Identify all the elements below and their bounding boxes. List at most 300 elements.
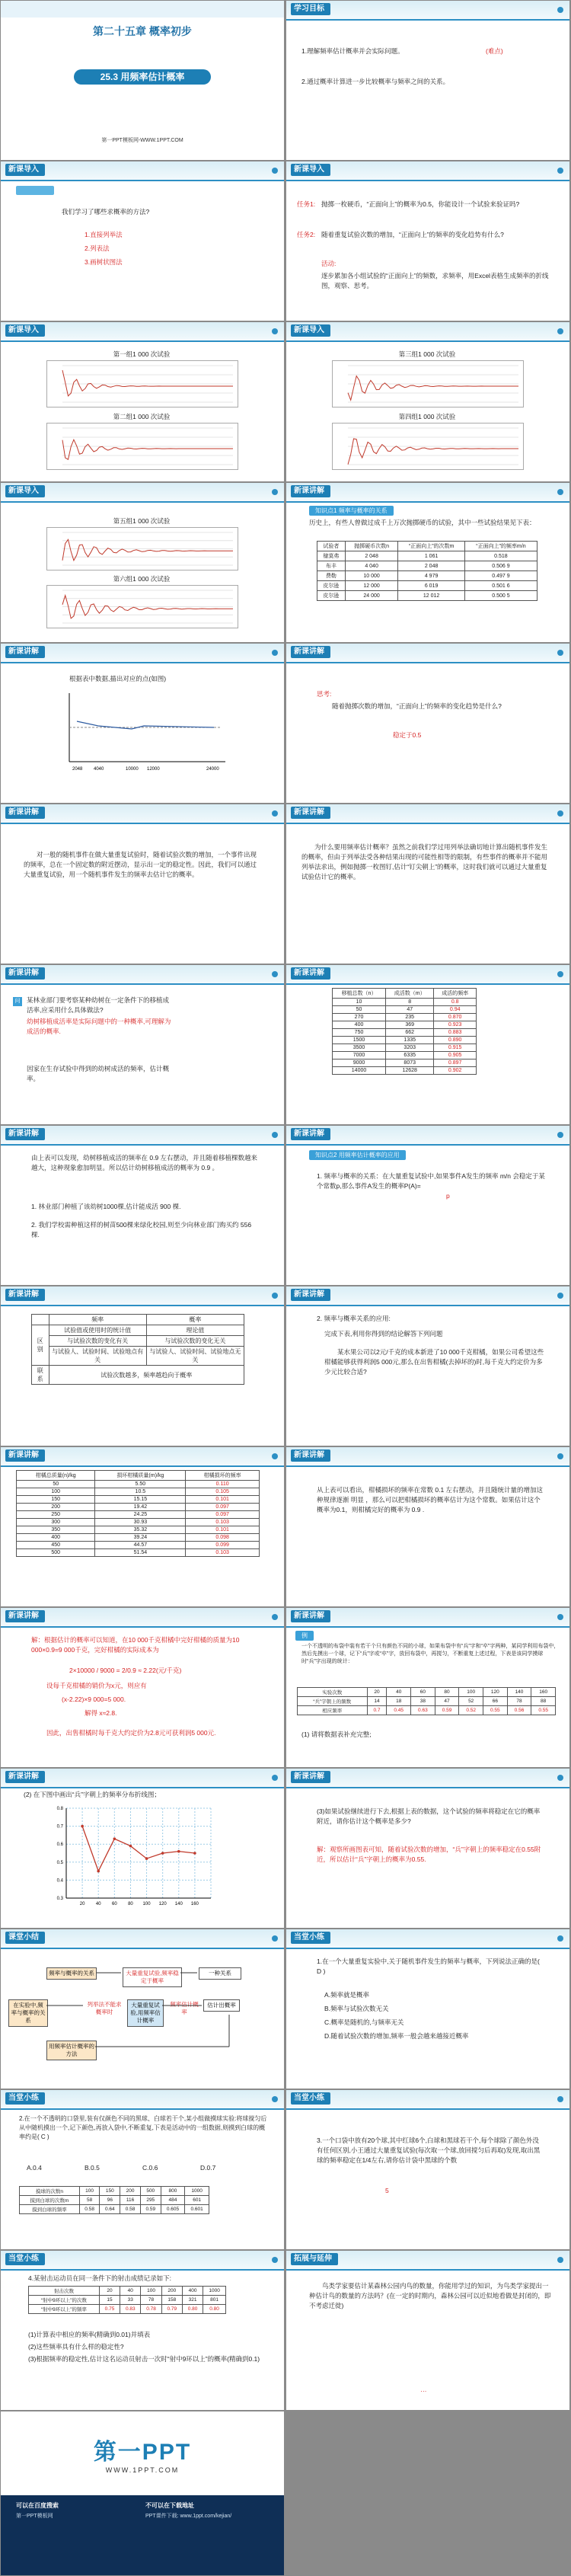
summary-box: 一种关系 [199,1967,241,1980]
slide-tree-table [286,965,569,1124]
cell: 1000 [185,2187,209,2196]
cell: 0.101 [186,1526,260,1534]
relation-text: 1. 频率与概率的关系：在大量重复试验中,如果事件A发生的频率 m/n 会稳定于某个常数p,那么事件A发生的概率P(A)= [317,1172,545,1190]
cell: 0.105 [186,1488,260,1496]
header-title: 新课导入 [5,324,45,337]
summary-box: 在实验中,频率与概率的关系 [8,1999,48,2027]
cell: 0.501 6 [464,581,537,591]
cell: 0.506 9 [464,561,537,571]
table-row [333,999,477,1006]
header-title: 学习目标 [291,3,330,15]
slide-header [286,2251,569,2271]
slide-header [286,1608,569,1628]
header-title: 当堂小练 [291,2092,330,2105]
orange-problem: 某水果公司以2元/千克的成本新进了10 000千克柑橘，如果公司希望这些柑橘能够获得利润5 000元,那么在出售柑橘(去掉坏的)时,每千克大约定价为多少元比较合适? [324,1348,544,1376]
goal-1-tag: (难点) [486,47,503,55]
activity: 逐步累加各小组试验的“正面向上”的频数，求频率，用Excel表格生成频率的折线图，观察、思考。 [321,272,549,289]
x-tick-label: 100 [142,1902,151,1906]
col-header: 频率 [49,1315,146,1325]
method-1: 1.直接列举法 [85,231,123,238]
header-dot [272,1453,278,1459]
table-row [333,1044,477,1052]
table-row [333,1006,477,1014]
cell: 78 [141,2296,161,2305]
knowledge-number: 知识点2 [315,1152,337,1159]
brand-url[interactable]: WWW.1PPT.COM [105,2466,180,2474]
solution-formula: 2×10000 / 9000 = 2/0.9 ≈ 2.22(元/千克) [69,1667,182,1674]
slide-header [1,2090,284,2110]
header-title: 新课讲解 [5,1128,45,1140]
cell: 0.103 [186,1519,260,1526]
cell: 78 [507,1697,531,1706]
why-estimate: 为什么要用频率估计概率？虽然之前我们学过用列举法确切地计算出随机事件发生的概率，但由于列举法受各种结果出现的可能性相等的限制，有些事件的概率并不能用列举法求出，例如抛掷一枚图钉,估计“钉尖朝上”的概率，这时我们就可以通过大量重复试验估计它的概率。 [301,843,548,881]
summary-box: 列举法不能求概率时 [87,2001,122,2015]
cell: 14 [367,1697,387,1706]
table-row [32,1366,244,1385]
table-row [17,1481,260,1488]
col-header: 移植总数（n） [333,989,386,999]
cell: 24 000 [345,591,398,601]
intro-question: 我们学习了哪些求概率的方法? [62,208,150,216]
slide-practice-3 [286,2090,569,2249]
method-2: 2.列表法 [85,244,110,252]
cell: 10.5 [95,1488,186,1496]
cell: 0.110 [186,1481,260,1488]
cell: 96 [100,2196,120,2205]
slide-header [286,1769,569,1788]
cell: 200 [120,2187,141,2196]
table-row [17,1549,260,1557]
practice-2-option-b[interactable]: B.0.5 [85,2164,100,2172]
cell: 2 048 [345,551,398,561]
slide-solution [1,1608,284,1767]
cell: 0.79 [161,2305,182,2314]
table-row [17,1488,260,1496]
practice-1-option-a[interactable]: A.频率就是概率 [324,1991,370,1999]
cell: 9000 [333,1059,386,1067]
cell: 理论值 [146,1325,244,1336]
cell: 0.8 [434,999,477,1006]
col-header: 损坏柑橘质量(m)/kg [95,1471,186,1481]
cell: 44.57 [95,1542,186,1549]
cell: 0.78 [141,2305,161,2314]
header-dot [557,1293,563,1299]
header-dot [557,810,563,817]
footer-col-2-title: 不可以在下载地址 [145,2502,194,2509]
slide-header [1,965,284,985]
slide-history [286,483,569,642]
table-row [17,1504,260,1511]
table-row [29,2296,226,2305]
chart-title-g1: 第一组1 000 次试验 [113,350,171,358]
slide-header [286,1,569,21]
cell: 35.32 [95,1526,186,1534]
x-tick: 4040 [94,767,104,772]
header-dot [557,1132,563,1138]
cell: 2 048 [398,561,464,571]
data-point [113,1837,116,1840]
knowledge-title: 频率与概率的关系 [338,507,388,514]
footer-col-1-sub[interactable]: 第一PPT模板网 [16,2514,53,2519]
cell: 200 [17,1504,95,1511]
cell: 15.15 [95,1496,186,1504]
cell: 450 [17,1542,95,1549]
chart-title-g5: 第五组1 000 次试验 [113,517,171,525]
coin-plot [62,689,229,773]
task-2-label: 任务2: [297,231,316,238]
cell: 0.103 [186,1549,260,1557]
table-row [333,1059,477,1067]
table-row [32,1347,244,1366]
cell: 295 [140,2196,161,2205]
cell: 100 [79,2187,100,2196]
table-row [17,1534,260,1542]
x-tick-label: 40 [95,1902,101,1906]
summary-box: 频率估计概率 [170,2001,199,2015]
summary-box: 频率与概率的关系 [46,1967,97,1980]
header-dot [557,489,563,495]
think-question: 随着抛掷次数的增加，“正面向上”的频率的变化趋势是什么? [332,702,502,710]
orange-analysis: 从上表可以看出，柑橘损坏的频率在常数 0.1 左右摆动，并且随统计量的增加这种规律逐渐 明显 ，那么可以把柑橘损坏的概率估计为这个常数。如果估计这个概率为0.1，则柑橘完好的概率为 0.9 . [317,1486,544,1513]
header-title: 新课讲解 [5,1289,45,1301]
header-title: 新课讲解 [291,1449,330,1462]
footer-panel [1,2495,284,2575]
slide-intro-2 [286,161,569,321]
x-tick-label: 60 [111,1902,117,1906]
col-header: 柑橘损坏的频率 [186,1471,260,1481]
data-point [129,1845,132,1848]
cover-section: 25.3 用频率估计概率 [74,69,211,85]
task-2: 随着重复试验次数的增加，“正面向上”的频率的变化趋势有什么? [321,231,504,238]
slide-charts-5-6 [1,483,284,642]
cell: 摸到白球的次数m [20,2196,80,2205]
cell: 与试验次数的变化有关 [49,1336,146,1347]
cell: 联系 [32,1366,49,1385]
table-row [317,591,538,601]
slide-header [286,965,569,985]
y-tick-label: 0.6 [56,1843,63,1848]
slide-goals [286,1,569,160]
practice-3-answer: 5 [385,2187,389,2194]
chart-g4 [332,423,524,470]
cell: 150 [100,2187,120,2196]
x-tick: 24000 [206,767,219,772]
cell: 3203 [386,1044,434,1052]
cell: 布丰 [317,561,346,571]
cell: 10 000 [345,571,398,581]
cell: 50 [333,1006,386,1014]
cell: 20 [99,2287,120,2296]
cell: 0.59 [140,2205,161,2214]
col-header: “正面向上”的次数m [398,542,464,551]
col-header: 概率 [146,1315,244,1325]
tree-table [332,988,477,1075]
summary-box: 大量重复试验,用频率估计概率 [127,1999,164,2027]
cover-site: 第一PPT模板网-WWW.1PPT.COM [101,138,183,143]
cell: 0.890 [434,1037,477,1044]
x-tick: 10000 [126,767,139,772]
history-lead: 历史上，有些人曾做过成千上万次抛掷硬币的试验，其中一些试验结果见下表： [309,519,536,526]
cell: “射中9环以上”的次数 [29,2296,100,2305]
cell: 1500 [333,1037,386,1044]
task-1: 抛掷一枚硬币，“正面向上”的概率为0.5，你能设计一个试验来验证吗? [321,200,520,208]
slide-header [1,644,284,663]
solution-conclusion: 因此，出售柑橘时每千克大约定价为2.8元可获利润5 000元. [46,1729,216,1737]
slide-charts-1-2 [1,322,284,481]
x-tick: 12000 [147,767,160,772]
cell: 0.605 [161,2205,185,2214]
practice-1-option-c[interactable]: C.概率是随机的,与频率无关 [324,2018,404,2026]
cell: 0.500 5 [464,591,537,601]
header-dot [557,1453,563,1459]
goal-2: 2.通过概率计算进一步比较概率与频率之间的关系。 [301,78,450,85]
header-title: 新课讲解 [5,1449,45,1462]
header-dot [557,328,563,334]
cell: 500 [17,1549,95,1557]
table-row [17,1526,260,1534]
cell: 4 979 [398,571,464,581]
knowledge-tag [309,506,394,516]
table-row [298,1688,556,1697]
table-row [333,1029,477,1037]
cell: 0.58 [79,2205,100,2214]
summary-arrows [1,1929,284,2089]
application-title: 2. 频率与概率关系的应用: [317,1315,391,1322]
cell: 0.097 [186,1511,260,1519]
tree-hint: 幼树移植成活率是实际问题中的一种概率,可理解为成活的概率. [27,1018,171,1035]
header-title: 新课讲解 [291,1610,330,1622]
knowledge-number: 知识点1 [315,507,337,514]
slide-header [286,1447,569,1467]
table-row [17,1519,260,1526]
cell: 0.55 [483,1706,508,1715]
cell: 8 [386,999,434,1006]
practice-1-option-b[interactable]: B.频率与试验次数无关 [324,2005,389,2012]
header-dot [557,1614,563,1620]
header-title: 新课讲解 [5,967,45,980]
cell: 0.883 [434,1029,477,1037]
cell: 750 [333,1029,386,1037]
cell: 601 [185,2196,209,2205]
cell: 140 [507,1688,531,1697]
slide-header [1,322,284,342]
chart-title-g2: 第二组1 000 次试验 [113,413,171,420]
extend-text: 鸟类学家要估计某森林公园内鸟的数量，你能用学过的知识，为鸟类学家提出一种估计鸟的数量的方法吗？(在一定的时期内，森林公园可以近似地看做是封闭的，即不考虑迁徙) [309,2282,551,2309]
cell: 300 [17,1519,95,1526]
x-tick: 2048 [72,767,83,772]
y-tick-label: 0.7 [56,1824,63,1830]
practice-1-question: 1.在一个大量重复实验中,关于随机事件发生的频率与概率，下列说法正确的是( D ) [317,1958,540,1975]
practice-2-option-d[interactable]: D.0.7 [200,2164,216,2172]
header-title: 新课讲解 [5,1610,45,1622]
table-row [17,1511,260,1519]
knowledge-tag [309,1150,406,1160]
cell: 10 [333,999,386,1006]
cell: 47 [386,1006,434,1014]
cell: 0.601 [185,2205,209,2214]
cell: 350 [17,1526,95,1534]
cell: 100 [141,2287,161,2296]
practice-2-option-c[interactable]: C.0.6 [142,2164,158,2172]
cell: 33 [120,2296,141,2305]
cell: 50 [17,1481,95,1488]
cell: 试验次数越多，频率越趋向于概率 [49,1366,244,1385]
data-point [161,1852,164,1855]
cell: 0.55 [531,1706,556,1715]
cell: 116 [120,2196,141,2205]
cell: 47 [435,1697,459,1706]
cell: 0.097 [186,1504,260,1511]
practice-1-option-d[interactable]: D.随着试验次数的增加,频率一般会越来越接近概率 [324,2032,469,2040]
series-line [82,1827,195,1871]
cell: 与试验人、试验时间、试验地点有关 [49,1347,146,1366]
slide-relation [286,1126,569,1285]
example-table [297,1687,556,1715]
table-row [333,1021,477,1029]
slide-header [1,1769,284,1788]
slide-header [1,1608,284,1628]
cell: 484 [161,2196,185,2205]
think-answer: 稳定于0.5 [393,731,422,739]
header-dot [272,328,278,334]
col-header: “正面向上”的频率m/n [464,542,537,551]
cell: 39.24 [95,1534,186,1542]
slide-header [286,804,569,824]
slide-practice-4 [1,2251,284,2410]
goal-1: 1.理解频率估计概率并会实际问题。 [301,47,404,55]
table-row [317,551,538,561]
cell: 400 [333,1021,386,1029]
frequency-definition: 对一般的随机事件在做大量重复试验时，随着试验次数的增加，一个事件出现的频率，总在一个固定数的附近摆动，显示出一定的稳定性。因此，我们可以通过大量重复试验，用一个随机事件发生的频率去估计它的概率。 [24,851,257,878]
cell: 200 [161,2287,182,2296]
cell: 0.64 [100,2205,120,2214]
plot-caption: 根据表中数据,描出对应的点(如图) [69,675,167,682]
cell: 皮尔逊 [317,591,346,601]
cell: 0.099 [186,1542,260,1549]
slide-lecture-think [286,644,569,803]
header-title: 新课讲解 [291,967,330,980]
cell: 与试验人、试验时间、试验地点无关 [146,1347,244,1366]
cell: 250 [17,1511,95,1519]
summary-box: 用频率估计概率的方法 [46,2041,97,2060]
slide-orange-table [1,1447,284,1606]
header-dot [272,168,278,174]
graph-answer: 解：观察所画图表可知，随着试验次数的增加，“兵”字朝上的频率稳定在0.55附近，所以估计“兵”字朝上的概率为0.55. [317,1846,541,1863]
table-row [298,1697,556,1706]
cell: 0.83 [120,2305,141,2314]
history-table [317,541,538,601]
cell: 500 [140,2187,161,2196]
x-tick-label: 20 [79,1902,85,1906]
cell: 0.7 [367,1706,387,1715]
table-row [32,1325,244,1336]
cell: 1000 [203,2287,226,2296]
slide-header [1,483,284,503]
slide-example [286,1608,569,1767]
example-tag: 例 [295,1631,314,1641]
header-title: 新课讲解 [291,646,330,658]
relation-answer: p [446,1192,450,1200]
practice-2-option-a[interactable]: A.0.4 [27,2164,42,2172]
header-dot [272,2096,278,2102]
slide-charts-3-4 [286,322,569,481]
brand-logo: 第一PPT [93,2440,192,2465]
header-dot [272,650,278,656]
method-3: 3.画树状图法 [85,258,123,266]
header-dot [557,168,563,174]
tree-conclusion: 因家在生存试验中得到的幼树成活的频率，估计概率。 [27,1065,170,1082]
footer-col-2-sub[interactable]: PPT课件下载: www.1ppt.com/kejian/ [145,2514,232,2519]
cell: 0.80 [182,2305,203,2314]
col-header: 成活数（m） [386,989,434,999]
col-header: 抛掷硬币次数n [345,542,398,551]
cell: 0.897 [434,1059,477,1067]
cell: 20 [367,1688,387,1697]
frequency-trend-line [348,439,518,465]
cell: 369 [386,1021,434,1029]
cell: 30.93 [95,1519,186,1526]
cell: 8073 [386,1059,434,1067]
table-row [333,1067,477,1075]
frequency-line-chart [46,1802,222,1916]
y-tick-label: 0.5 [56,1860,63,1865]
slide-practice-2 [1,2090,284,2249]
cell: 38 [411,1697,435,1706]
data-point [193,1852,196,1855]
summary-box: 估计出概率 [203,1999,240,2012]
header-dot [557,2257,563,2263]
think-label: 思考: [317,690,332,698]
header-title: 新课讲解 [291,485,330,497]
col-header: 柑橘总质量(n)/kg [17,1471,95,1481]
slide-header [286,1286,569,1306]
cell: 66 [483,1697,508,1706]
col-header [32,1315,49,1325]
tree-estimate-text: 由上表可以发现，幼树移植成活的频率在 0.9 左右摆动，并且随着移植棵数越来越大，这种现象愈加明显。所以估计幼树移植成活的概率为 0.9 。 [31,1154,258,1171]
compare-table [31,1314,244,1385]
slide-header [1,1286,284,1306]
header-dot [272,1293,278,1299]
cell: 0.518 [464,551,537,561]
cell: 0.63 [411,1706,435,1715]
slide-header [1,1447,284,1467]
header-dot [272,971,278,977]
cell: 120 [483,1688,508,1697]
cell: 158 [161,2296,182,2305]
extend-dots: ··· [420,2387,427,2395]
cell: 60 [411,1688,435,1697]
header-dot [557,1775,563,1781]
slide-cover [1,1,284,160]
practice-4-step-2: (2)这些频率具有什么样的稳定性? [28,2343,124,2351]
y-tick-label: 0.4 [56,1878,63,1884]
cell: 0.923 [434,1021,477,1029]
table-row [333,1052,477,1059]
cell: 与试验次数的变化无关 [146,1336,244,1347]
slide-header [286,322,569,342]
header-dot [557,971,563,977]
frequency-trend-line [62,439,233,459]
graph-q3: (3)如果试验继续进行下去,根据上表的数据，这个试验的频率将稳定在它的概率附近，请你估计这个概率是多少? [317,1807,541,1825]
cell: 0.75 [99,2305,120,2314]
cell: 801 [203,2296,226,2305]
col-header: 试验者 [317,542,346,551]
cell: 0.52 [459,1706,483,1715]
table-row [333,1037,477,1044]
example-text: 一个不透明的布袋中装有若干个只有颜色不同的小球，如果布袋中有“兵”字和“卒”字两种，某同学利用布袋中，然后先摸出一个球，记下“兵”字或“卒”字，放回布袋中，再搅匀，不断重复上述过程，下表是该同学摸球时“兵”字出现的统计： [301,1644,560,1664]
table-row [317,571,538,581]
example-q1: (1) 请将数据表补充完整; [301,1731,372,1738]
